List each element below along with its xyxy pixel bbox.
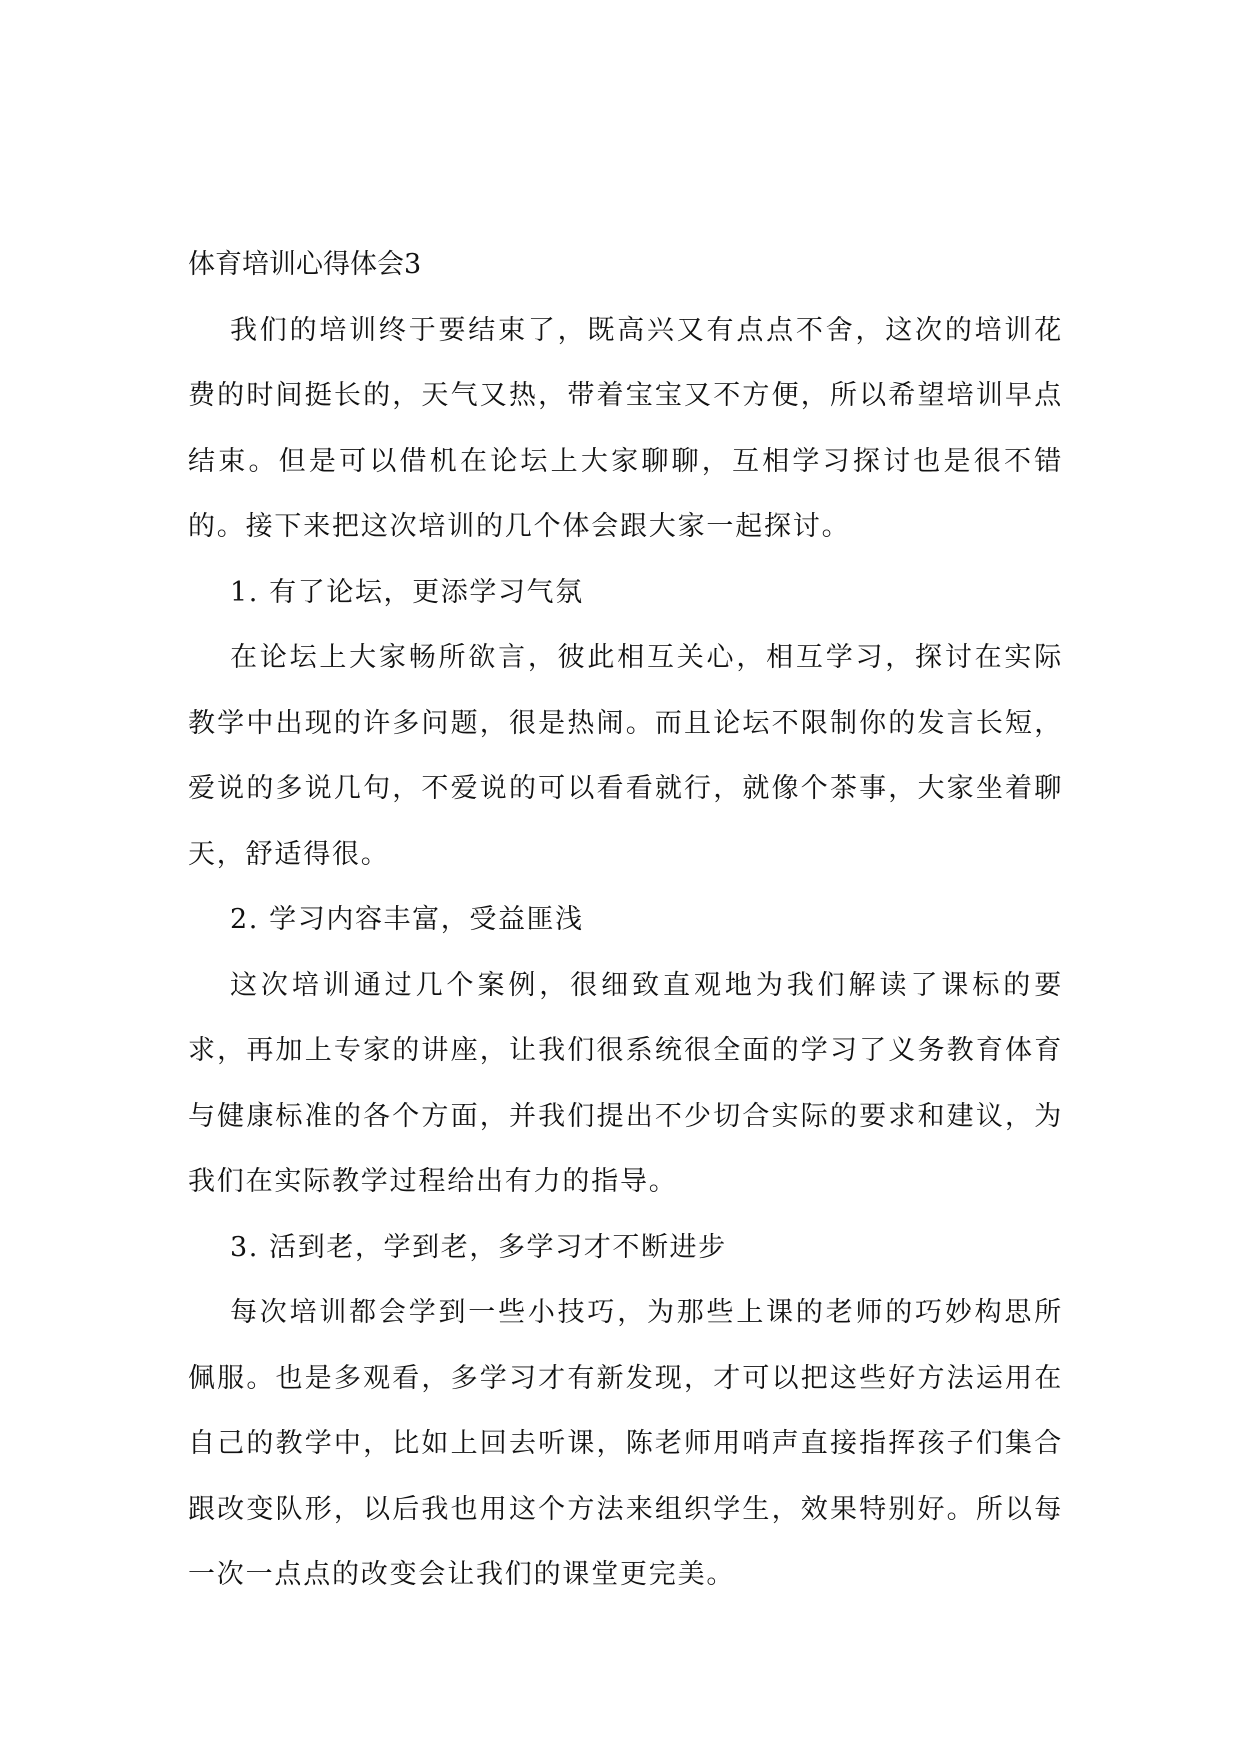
- section-heading-1: 1. 有了论坛，更添学习气氛: [230, 576, 584, 608]
- section-heading-3: 3. 活到老，学到老，多学习才不断进步: [230, 1231, 727, 1263]
- section-heading-2: 2. 学习内容丰富，受益匪浅: [230, 904, 584, 935]
- paragraph-progress: 每次培训都会学到一些小技巧，为那些上课的老师的巧妙构思所佩服。也是多观看，多学习才有新发现，才可以把这些好方法运用在自己的教学中，比如上回去听课，陈老师用哨声直接指挥孩子们集合跟改变队形，以后我也用这个方法来组织学生，效果特别好。所以每一次一点点的改变会让我们的课堂更完美。: [188, 1297, 1063, 1590]
- paragraph-intro: 我们的培训终于要结束了，既高兴又有点点不舍，这次的培训花费的时间挺长的，天气又热，带着宝宝又不方便，所以希望培训早点结束。但是可以借机在论坛上大家聊聊，互相学习探讨也是很不错的。接下来把这次培训的几个体会跟大家一起探讨。: [188, 314, 1063, 542]
- paragraph-content: 这次培训通过几个案例，很细致直观地为我们解读了课标的要求，再加上专家的讲座，让我们很系统很全面的学习了义务教育体育与健康标准的各个方面，并我们提出不少切合实际的要求和建议，为我们在实际教学过程给出有力的指导。: [188, 969, 1063, 1197]
- paragraph-forum: 在论坛上大家畅所欲言，彼此相互关心，相互学习，探讨在实际教学中出现的许多问题，很是热闹。而且论坛不限制你的发言长短，爱说的多说几句，不爱说的可以看看就行，就像个茶事，大家坐着聊天，舒适得很。: [188, 642, 1063, 870]
- document-body: [188, 232, 1063, 1608]
- document-title: 体育培训心得体会3: [188, 249, 422, 280]
